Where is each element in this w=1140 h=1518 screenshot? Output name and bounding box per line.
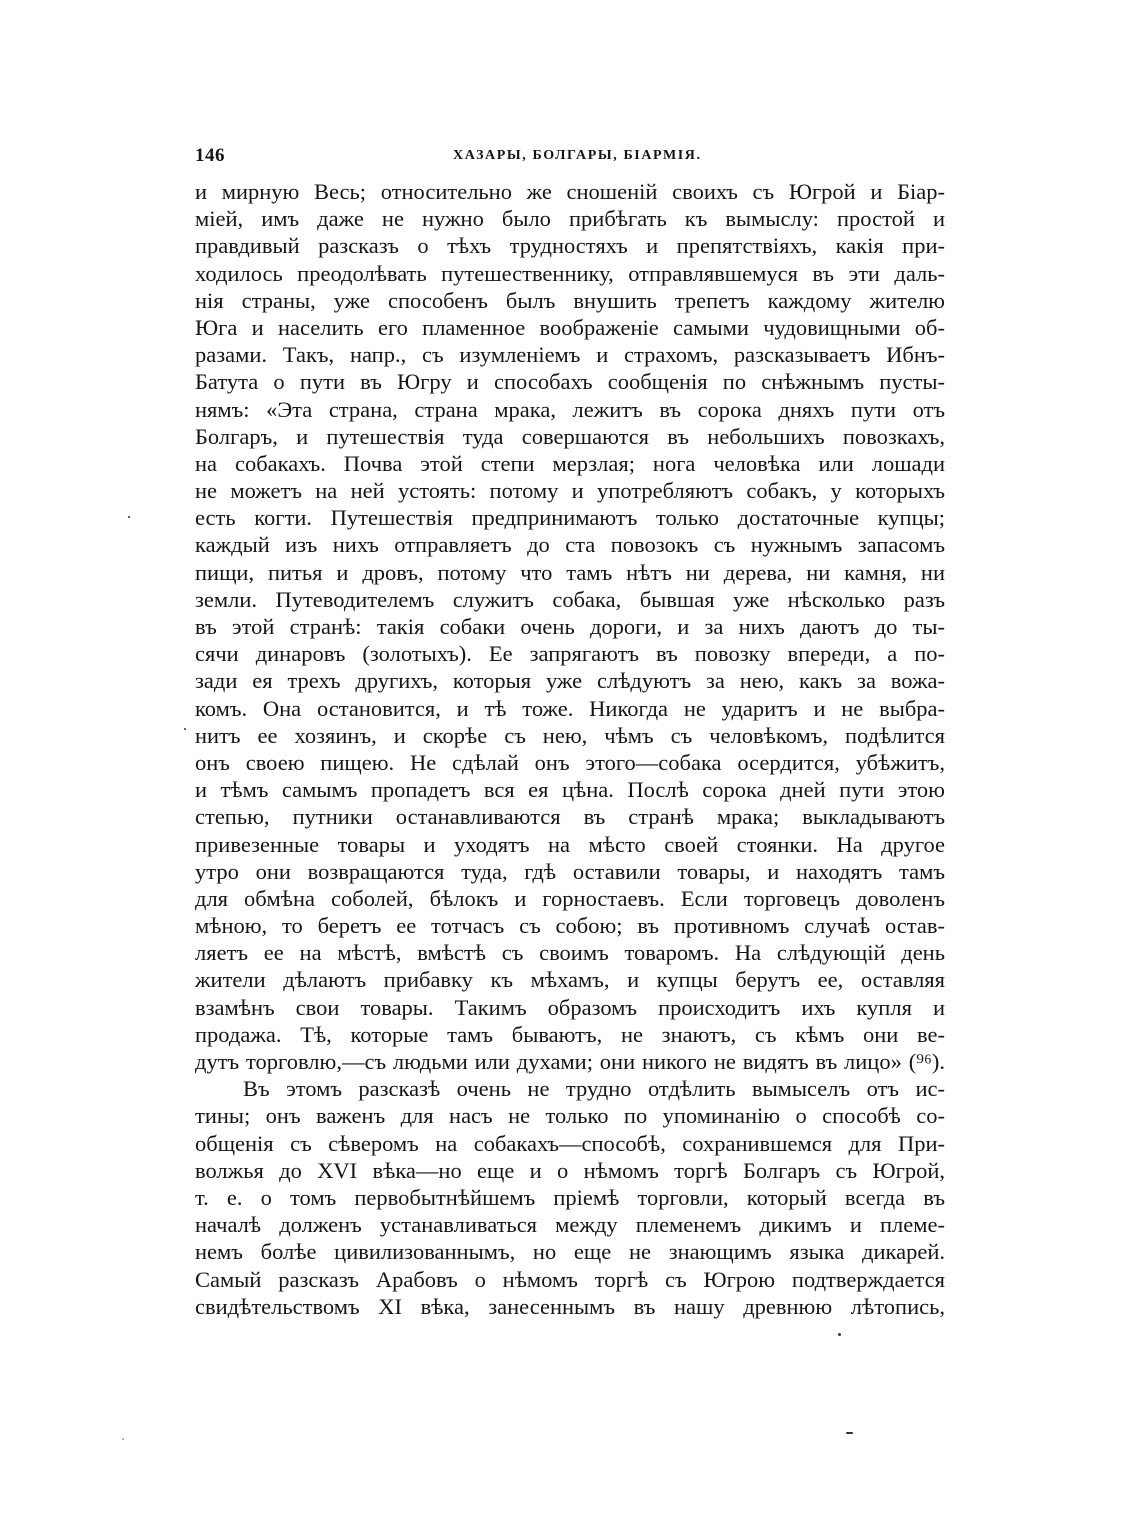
text-line: на собакахъ. Почва этой степи мерзлая; нога человѣка или лошади — [195, 450, 945, 476]
text-line: тины; онъ важенъ для насъ не только по упоминанію о способѣ со- — [195, 1103, 945, 1129]
text-line: не можетъ на ней устоять: потому и употребляютъ собакъ, у которыхъ — [195, 478, 945, 504]
text-line: утро они возвращаются туда, гдѣ оставили товары, и находятъ тамъ — [195, 858, 945, 884]
text-line: ляетъ ее на мѣстѣ, вмѣстѣ съ своимъ товаромъ. На слѣдующій день — [195, 940, 945, 966]
text-line: и тѣмъ самымъ пропадетъ вся ея цѣна. Послѣ сорока дней пути этою — [195, 777, 945, 803]
text-line: Юга и населить его пламенное воображеніе самыми чудовищными об- — [195, 314, 945, 340]
text-line: Батута о пути въ Югру и способахъ сообщенія по снѣжнымъ пусты- — [195, 369, 945, 395]
text-line: степью, путники останавливаются въ странѣ мрака; выкладываютъ — [195, 804, 945, 830]
text-line: правдивый разсказъ о тѣхъ трудностяхъ и препятствіяхъ, какія при- — [195, 233, 945, 259]
text-line: взамѣнъ свои товары. Такимъ образомъ происходитъ ихъ купля и — [195, 994, 945, 1020]
text-line: комъ. Она остановится, и тѣ тоже. Никогда не ударитъ и не выбра- — [195, 695, 945, 721]
text-line: т. е. о томъ первобытнѣйшемъ пріемѣ торговли, который всегда въ — [195, 1184, 945, 1210]
text-line: началѣ долженъ устанавливаться между племенемъ дикимъ и племе- — [195, 1212, 945, 1238]
text-line: каждый изъ нихъ отправляетъ до ста повозокъ съ нужнымъ запасомъ — [195, 532, 945, 558]
text-line: есть когти. Путешествія предпринимаютъ только достаточные купцы; — [195, 505, 945, 531]
text-line: свидѣтельствомъ XI вѣка, занесеннымъ въ нашу древнюю лѣтопись, — [195, 1293, 945, 1319]
text-line: немъ болѣе цивилизованнымъ, но еще не знающимъ языка дикарей. — [195, 1239, 945, 1265]
scan-speck — [838, 1333, 841, 1336]
scan-speck — [128, 516, 130, 518]
text-line: разами. Такъ, напр., съ изумленіемъ и страхомъ, разсказываетъ Ибнъ- — [195, 342, 945, 368]
text-line: въ этой странѣ: такія собаки очень дороги, и за нихъ даютъ до ты- — [195, 614, 945, 639]
text-line: Самый разсказъ Арабовъ о нѣмомъ торгѣ съ Югрою подтверждается — [195, 1266, 945, 1292]
text-line: нитъ ее хозяинъ, и скорѣе съ нею, чѣмъ съ человѣкомъ, подѣлится — [195, 722, 945, 748]
text-line: мѣною, то беретъ ее тотчасъ съ собою; въ противномъ случаѣ остав- — [195, 913, 945, 939]
text-line: сячи динаровъ (золотыхъ). Ее запрягаютъ въ повозку впереди, а по- — [195, 641, 945, 667]
text-line: и мирную Весь; относительно же сношеній своихъ съ Югрой и Біар- — [195, 179, 945, 204]
text-line: пищи, питья и дровъ, потому что тамъ нѣтъ ни дерева, ни камня, ни — [195, 559, 945, 585]
text-line: міей, имъ даже не нужно было прибѣгать къ вымыслу: простой и — [195, 206, 945, 232]
text-line: онъ своею пищею. Не сдѣлай онъ этого—собака осердится, убѣжитъ, — [195, 749, 945, 775]
text-line: продажа. Тѣ, которые тамъ бываютъ, не знаютъ, съ кѣмъ они ве- — [195, 1021, 945, 1047]
text-line: для обмѣна соболей, бѣлокъ и горностаевъ. Если торговецъ доволенъ — [195, 885, 945, 911]
scan-speck — [846, 1432, 853, 1434]
running-title: ХАЗАРЫ, БОЛГАРЫ, БІАРМІЯ. — [453, 148, 702, 163]
text-line: зади ея трехъ другихъ, которыя уже слѣдуютъ за нею, какъ за вожа- — [195, 668, 945, 694]
text-line: ходилось преодолѣвать путешественнику, отправлявшемуся въ эти даль- — [195, 260, 945, 286]
text-line: волжья до XVI вѣка—но еще и о нѣмомъ торгѣ Болгаръ съ Югрой, — [195, 1157, 945, 1183]
text-line: привезенные товары и уходятъ на мѣсто своей стоянки. На другое — [195, 831, 945, 857]
text-line: нія страны, уже способенъ былъ внушить трепетъ каждому жителю — [195, 287, 945, 313]
text-line: дутъ торговлю,—съ людьми или духами; они никого не видятъ въ лицо» (⁹⁶). — [195, 1049, 945, 1074]
text-line: общенія съ сѣверомъ на собакахъ—способѣ, сохранившемся для При- — [195, 1130, 945, 1156]
running-header — [195, 145, 945, 169]
text-line: Болгаръ, и путешествія туда совершаются въ небольшихъ повозкахъ, — [195, 423, 945, 449]
text-line: жители дѣлаютъ прибавку къ мѣхамъ, и купцы берутъ ее, оставляя — [195, 967, 945, 993]
scan-speck — [184, 728, 186, 730]
page-number: 146 — [195, 145, 225, 166]
body-text — [195, 178, 945, 1320]
text-line: нямъ: «Эта страна, страна мрака, лежитъ въ сорока дняхъ пути отъ — [195, 396, 945, 422]
text-line: земли. Путеводителемъ служитъ собака, бывшая уже нѣсколько разъ — [195, 586, 945, 612]
scan-speck — [122, 1438, 124, 1440]
paragraph-first-line: Въ этомъ разсказѣ очень не трудно отдѣлить вымыселъ отъ ис- — [243, 1076, 945, 1102]
